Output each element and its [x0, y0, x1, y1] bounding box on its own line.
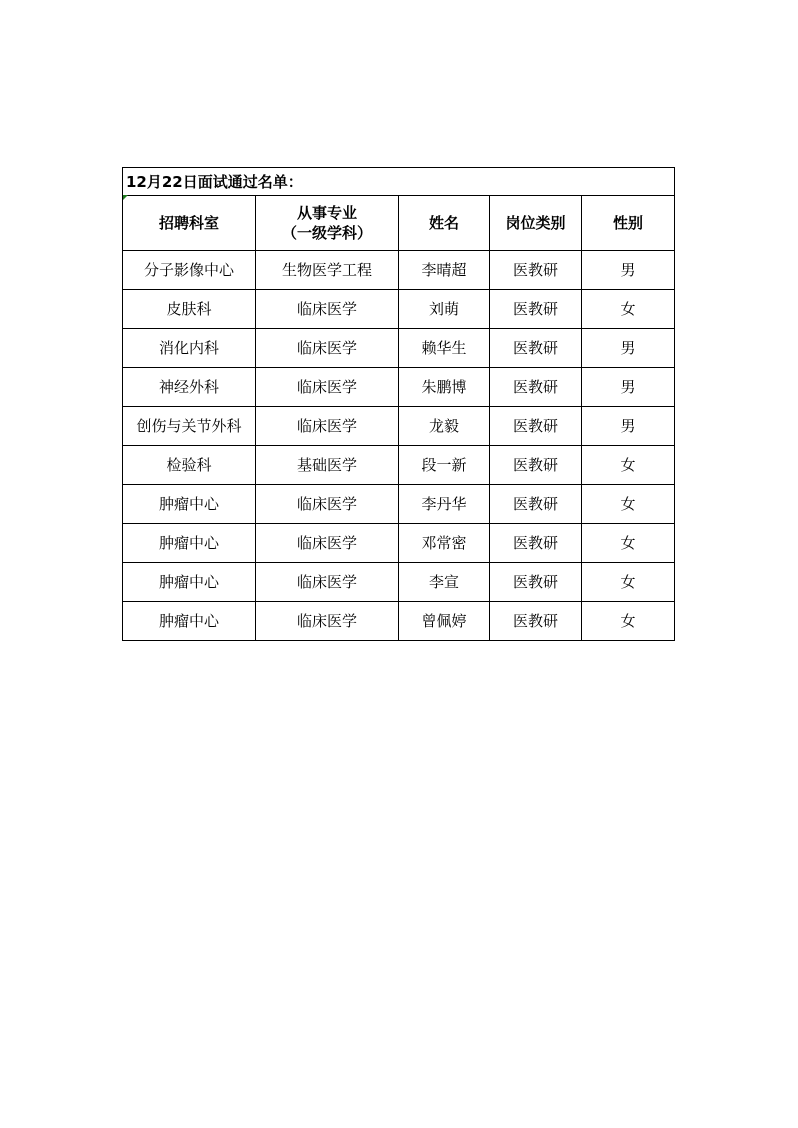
cell-name: 段一新	[399, 446, 490, 485]
cell-major: 基础医学	[256, 446, 399, 485]
cell-name: 赖华生	[399, 329, 490, 368]
cell-name: 曾佩婷	[399, 602, 490, 641]
table-row	[123, 407, 675, 446]
cell-gender: 男	[582, 251, 675, 290]
cell-name: 邓常密	[399, 524, 490, 563]
table-row	[123, 446, 675, 485]
table-row	[123, 485, 675, 524]
cell-major: 临床医学	[256, 368, 399, 407]
cell-category: 医教研	[490, 251, 582, 290]
cell-category: 医教研	[490, 485, 582, 524]
cell-name: 李晴超	[399, 251, 490, 290]
cell-name: 李丹华	[399, 485, 490, 524]
table-row	[123, 251, 675, 290]
cell-dept: 肿瘤中心	[123, 485, 256, 524]
table-title: 12月22日面试通过名单：	[126, 172, 303, 191]
header-gender: 性别	[582, 196, 675, 251]
header-category: 岗位类别	[490, 196, 582, 251]
cell-category: 医教研	[490, 446, 582, 485]
cell-category: 医教研	[490, 368, 582, 407]
table-row	[123, 368, 675, 407]
cell-gender: 女	[582, 524, 675, 563]
cell-category: 医教研	[490, 329, 582, 368]
cell-major: 临床医学	[256, 407, 399, 446]
cell-name: 李宣	[399, 563, 490, 602]
table-title-cell	[123, 168, 675, 196]
table-row	[123, 563, 675, 602]
cell-gender: 男	[582, 407, 675, 446]
header-major-line2: （一级学科）	[281, 224, 372, 242]
cell-gender: 女	[582, 446, 675, 485]
cell-name: 刘萌	[399, 290, 490, 329]
cell-gender: 女	[582, 485, 675, 524]
cell-gender: 女	[582, 290, 675, 329]
header-name: 姓名	[399, 196, 490, 251]
cell-category: 医教研	[490, 407, 582, 446]
table-row	[123, 329, 675, 368]
header-row	[123, 196, 675, 251]
cell-gender: 女	[582, 602, 675, 641]
cell-dept: 创伤与关节外科	[123, 407, 256, 446]
cell-dept: 检验科	[123, 446, 256, 485]
interview-pass-table	[122, 167, 675, 641]
cell-comment-marker-icon	[123, 195, 128, 200]
cell-gender: 男	[582, 329, 675, 368]
cell-category: 医教研	[490, 563, 582, 602]
header-major	[256, 196, 399, 251]
cell-dept: 消化内科	[123, 329, 256, 368]
cell-major: 临床医学	[256, 602, 399, 641]
cell-dept: 分子影像中心	[123, 251, 256, 290]
table-row	[123, 290, 675, 329]
cell-dept: 肿瘤中心	[123, 602, 256, 641]
cell-category: 医教研	[490, 602, 582, 641]
table-row	[123, 602, 675, 641]
cell-category: 医教研	[490, 524, 582, 563]
spreadsheet-region	[122, 167, 674, 641]
cell-major: 临床医学	[256, 563, 399, 602]
cell-major: 临床医学	[256, 329, 399, 368]
cell-major: 生物医学工程	[256, 251, 399, 290]
cell-category: 医教研	[490, 290, 582, 329]
cell-major: 临床医学	[256, 524, 399, 563]
title-row	[123, 168, 675, 196]
table-row	[123, 524, 675, 563]
header-dept: 招聘科室	[123, 196, 256, 251]
cell-major: 临床医学	[256, 290, 399, 329]
cell-gender: 男	[582, 368, 675, 407]
cell-name: 朱鹏博	[399, 368, 490, 407]
cell-dept: 皮肤科	[123, 290, 256, 329]
cell-dept: 肿瘤中心	[123, 563, 256, 602]
header-major-line1: 从事专业	[296, 204, 357, 222]
cell-name: 龙毅	[399, 407, 490, 446]
cell-dept: 神经外科	[123, 368, 256, 407]
cell-dept: 肿瘤中心	[123, 524, 256, 563]
cell-major: 临床医学	[256, 485, 399, 524]
cell-gender: 女	[582, 563, 675, 602]
